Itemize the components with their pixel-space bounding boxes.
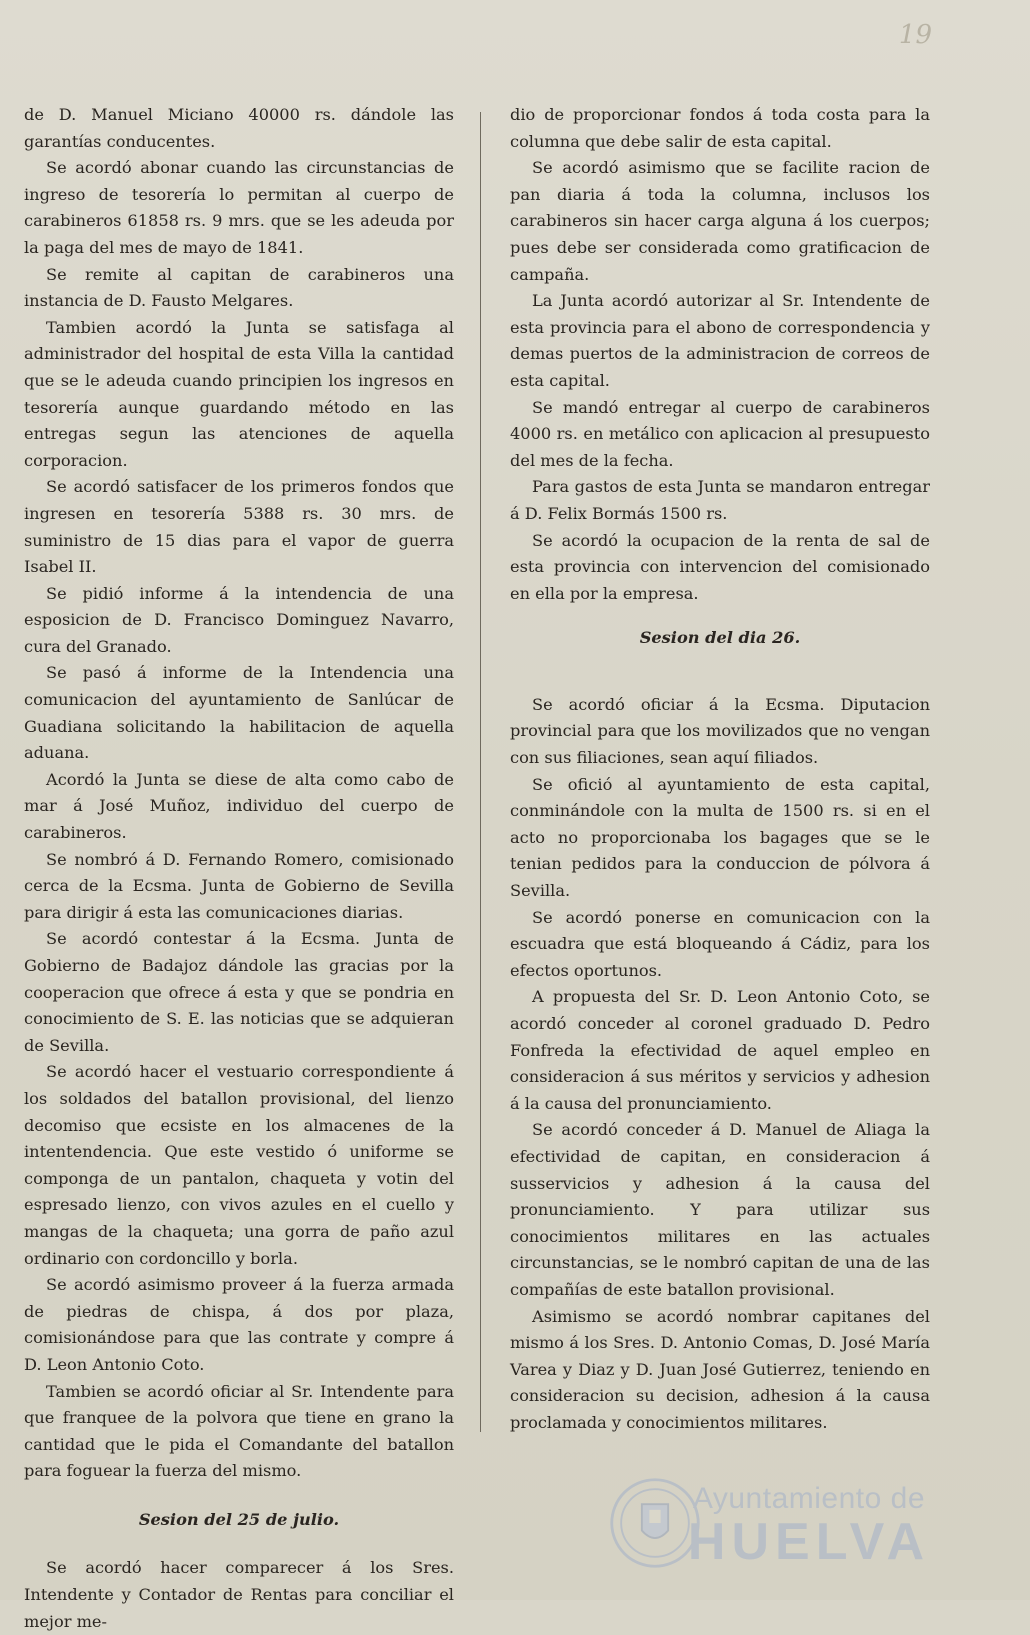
left-paragraph: Se acordó abonar cuando las circunstancias de ingreso de tesorería lo permitan al cuerpo de carabineros 61858 rs. 9 mrs. que se les adeuda por la paga del mes de mayo de 1841.	[24, 158, 454, 257]
right-paragraph: Se acordó conceder á D. Manuel de Aliaga la efectividad de capitan, en consideracion á susservicios y adhesion á la causa del pronunciamiento. Y para utilizar sus conocimientos militares en las actuales circunstancias, se le nombró capitan de una de las compañías de este batallon provisional.	[510, 1120, 930, 1299]
right-paragraph: Se mandó entregar al cuerpo de carabineros 4000 rs. en metálico con aplicacion al presupuesto del mes de la fecha.	[510, 397, 930, 470]
column-divider	[480, 112, 481, 1432]
left-paragraph: Se acordó satisfacer de los primeros fondos que ingresen en tesorería 5388 rs. 30 mrs. de suministro de 15 dias para el vapor de guerra Isabel II.	[24, 477, 454, 577]
session-heading-25-july: Sesion del 25 de julio.	[138, 1509, 340, 1529]
archive-watermark	[687, 1482, 930, 1571]
right-column	[510, 102, 930, 1437]
right-paragraph: Para gastos de esta Junta se mandaron entregar á D. Felix Bormás 1500 rs.	[510, 477, 930, 523]
session-heading-day-26: Sesion del dia 26.	[639, 628, 801, 648]
left-paragraph: Se acordó hacer el vestuario correspondiente á los soldados del batallon provisional, del lienzo decomiso que ecsiste en los almacenes de la intentendencia. Que este vestido ó uniforme se componga de un pantalon, chaqueta y votin del espresado lienzo, con vivos azules en el cuello y mangas de la chaqueta; una gorra de paño azul ordinario con cordoncillo y borla.	[24, 1062, 454, 1268]
right-paragraph: Se acordó oficiar á la Ecsma. Diputacion provincial para que los movilizados que no vengan con sus filiaciones, sean aquí filiados.	[510, 694, 930, 768]
watermark-line2: HUELVA	[687, 1513, 930, 1571]
left-paragraph: Acordó la Junta se diese de alta como cabo de mar á José Muñoz, individuo del cuerpo de carabineros.	[24, 769, 454, 843]
left-paragraph: Se acordó hacer comparecer á los Sres. Intendente y Contador de Rentas para conciliar el mejor me-	[24, 1558, 454, 1631]
left-paragraph: Se pasó á informe de la Intendencia una comunicacion del ayuntamiento de Sanlúcar de Guadiana solicitando la habilitacion de aquella aduana.	[24, 663, 454, 763]
left-paragraph: Se acordó asimismo proveer á la fuerza armada de piedras de chispa, á dos por plaza, comisionándose para que las contrate y compre á D. Leon Antonio Coto.	[24, 1275, 454, 1374]
right-paragraph: Asimismo se acordó nombrar capitanes del mismo á los Sres. D. Antonio Comas, D. José María Varea y Diaz y D. Juan José Gutierrez, teniendo en consideracion su decision, adhesion á la causa proclamada y conocimientos militares.	[510, 1306, 930, 1432]
right-paragraph: Se acordó asimismo que se facilite racion de pan diaria á toda la columna, inclusos los carabineros sin hacer carga alguna á los cuerpos; pues debe ser considerada como gratificacion de campaña.	[510, 158, 930, 284]
left-paragraph: de D. Manuel Miciano 40000 rs. dándole las garantías conducentes.	[24, 105, 454, 151]
right-paragraph: A propuesta del Sr. D. Leon Antonio Coto, se acordó conceder al coronel graduado D. Pedro Fonfreda la efectividad de aquel empleo en consideracion á sus méritos y servicios y adhesion á la causa del pronunciamiento.	[510, 987, 930, 1113]
right-paragraph: Se ofició al ayuntamiento de esta capital, conminándole con la multa de 1500 rs. si en el acto no proporcionaba los bagages que se le tenian pedidos para la conduccion de pólvora á Sevilla.	[510, 774, 930, 901]
left-paragraph: Se pidió informe á la intendencia de una esposicion de D. Francisco Dominguez Navarro, cura del Granado.	[24, 583, 454, 656]
right-paragraph: dio de proporcionar fondos á toda costa para la columna que debe salir de esta capital.	[510, 105, 930, 151]
right-paragraph: La Junta acordó autorizar al Sr. Intendente de esta provincia para el abono de correspondencia y demas puertos de la administracion de correos de esta capital.	[510, 291, 930, 390]
left-paragraph: Tambien acordó la Junta se satisfaga al administrador del hospital de esta Villa la cantidad que se le adeuda cuando principien los ingresos en tesorería aunque guardando método en las entregas segun las atenciones de aquella corporacion.	[24, 317, 454, 470]
left-paragraph: Se nombró á D. Fernando Romero, comisionado cerca de la Ecsma. Junta de Gobierno de Sevilla para dirigir á esta las comunicaciones diarias.	[24, 849, 454, 922]
left-paragraph: Se remite al capitan de carabineros una instancia de D. Fausto Melgares.	[24, 264, 454, 311]
watermark-line1: Ayuntamiento de	[692, 1482, 926, 1515]
right-paragraph: Se acordó la ocupacion de la renta de sal de esta provincia con intervencion del comisionado en ella por la empresa.	[510, 530, 930, 603]
left-paragraph: Se acordó contestar á la Ecsma. Junta de Gobierno de Badajoz dándole las gracias por la cooperacion que ofrece á esta y que se pondria en conocimiento de S. E. las noticias que se adquieran de Sevilla.	[24, 929, 454, 1055]
right-paragraph: Se acordó ponerse en comunicacion con la escuadra que está bloqueando á Cádiz, para los efectos oportunos.	[510, 907, 930, 980]
left-column	[24, 102, 454, 1635]
left-paragraph: Tambien se acordó oficiar al Sr. Intendente para que franquee de la polvora que tiene en grano la cantidad que le pida el Comandante del batallon para foguear la fuerza del mismo.	[24, 1381, 454, 1481]
corner-page-mark: 19	[898, 20, 932, 50]
